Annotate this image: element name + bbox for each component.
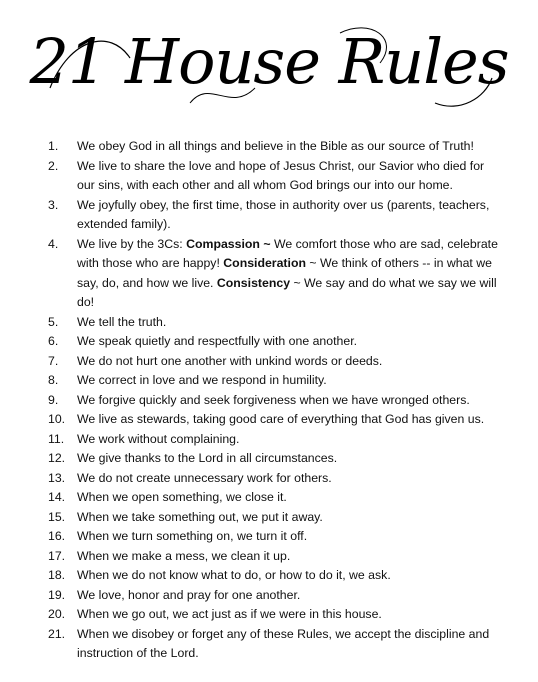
rule-emphasis: Consistency xyxy=(216,275,291,290)
rule-text: When we take something out, we put it away. xyxy=(77,509,323,524)
rule-text: When we turn something on, we turn it off. xyxy=(77,529,308,543)
rule-text-part: We comfort those who are sad, celebrate with those who are happy! xyxy=(77,236,498,270)
rule-text: We do not create unnecessary work for others. xyxy=(77,470,332,485)
rule-number: 12. xyxy=(48,451,66,465)
rule-item xyxy=(0,313,538,333)
rule-text: When we disobey or forget any of these Rules, we accept the discipline and instruction of the Lord. xyxy=(77,626,490,660)
rule-item xyxy=(0,527,538,547)
rule-text: When we do not know what to do, or how to do it, we ask. xyxy=(77,568,391,582)
rule-number: 21. xyxy=(48,626,66,641)
rule-item xyxy=(0,410,538,430)
rule-text: We live to share the love and hope of Jesus Christ, our Savior who died for our sins, with each other and all whom God brings our into our home. xyxy=(77,158,485,192)
rule-number: 4. xyxy=(48,236,59,251)
rule-item xyxy=(0,547,538,567)
rule-item xyxy=(0,566,538,586)
rule-emphasis: Consideration xyxy=(223,256,306,270)
rule-number: 17. xyxy=(48,548,66,563)
rule-text: We love, honor and pray for one another. xyxy=(77,587,301,602)
rule-item xyxy=(0,235,538,313)
rule-number: 1. xyxy=(48,139,59,153)
rule-item xyxy=(0,371,538,391)
rule-text-part: ~ We think of others -- in what we say, do, and how we live. xyxy=(77,256,492,290)
rule-text: We obey God in all things and believe in the Bible as our source of Truth! xyxy=(77,139,474,153)
rule-number: 15. xyxy=(48,509,66,524)
rule-item xyxy=(0,469,538,489)
rule-item xyxy=(0,605,538,625)
rule-text: We joyfully obey, the first time, those in authority over us (parents, teachers, extended family). xyxy=(77,197,490,231)
rule-number: 11. xyxy=(48,431,65,446)
rule-number: 19. xyxy=(48,587,66,602)
rule-item xyxy=(0,508,538,528)
rule-text: We do not hurt one another with unkind words or deeds. xyxy=(77,353,383,368)
rule-text: We correct in love and we respond in humility. xyxy=(77,373,327,387)
rule-item xyxy=(0,196,538,235)
rule-item xyxy=(0,157,538,196)
rule-item xyxy=(0,137,538,157)
rule-number: 18. xyxy=(48,568,66,582)
rule-number: 8. xyxy=(48,373,59,387)
rule-text: When we open something, we close it. xyxy=(77,490,287,504)
rule-text: When we make a mess, we clean it up. xyxy=(77,548,291,563)
rule-item xyxy=(0,586,538,606)
rule-number: 3. xyxy=(48,197,59,212)
rule-item xyxy=(0,449,538,469)
rule-item xyxy=(0,625,538,664)
rule-number: 6. xyxy=(48,334,59,348)
rule-text-part: ~ We say and do what we say we will do! xyxy=(77,275,497,309)
rule-text: We live as stewards, taking good care of everything that God has given us. xyxy=(77,412,485,426)
rule-text: We give thanks to the Lord in all circumstances. xyxy=(77,451,338,465)
rule-number: 5. xyxy=(48,314,59,329)
rule-text: We tell the truth. xyxy=(77,314,167,329)
rule-text: We forgive quickly and seek forgiveness when we have wronged others. xyxy=(77,392,470,407)
rule-number: 13. xyxy=(48,470,66,485)
rule-number: 7. xyxy=(48,353,59,368)
rule-item xyxy=(0,332,538,352)
rule-number: 10. xyxy=(48,412,66,426)
rule-number: 16. xyxy=(48,529,66,543)
rule-number: 9. xyxy=(48,392,59,407)
rule-number: 14. xyxy=(48,490,66,504)
rule-number: 2. xyxy=(48,158,59,173)
rule-item xyxy=(0,430,538,450)
rule-text xyxy=(77,237,498,310)
rule-item xyxy=(0,488,538,508)
rule-text: We speak quietly and respectfully with one another. xyxy=(77,334,358,348)
rule-item xyxy=(0,352,538,372)
rule-emphasis: Compassion ~ xyxy=(186,236,271,251)
rule-number: 20. xyxy=(48,607,66,621)
rule-text: We work without complaining. xyxy=(77,431,240,446)
rule-text-part: We live by the 3Cs: xyxy=(77,236,187,251)
rule-text: When we go out, we act just as if we were in this house. xyxy=(77,607,382,621)
rule-item xyxy=(0,391,538,411)
house-rules-list xyxy=(0,137,538,664)
page-title: 21 House Rules xyxy=(29,25,509,98)
